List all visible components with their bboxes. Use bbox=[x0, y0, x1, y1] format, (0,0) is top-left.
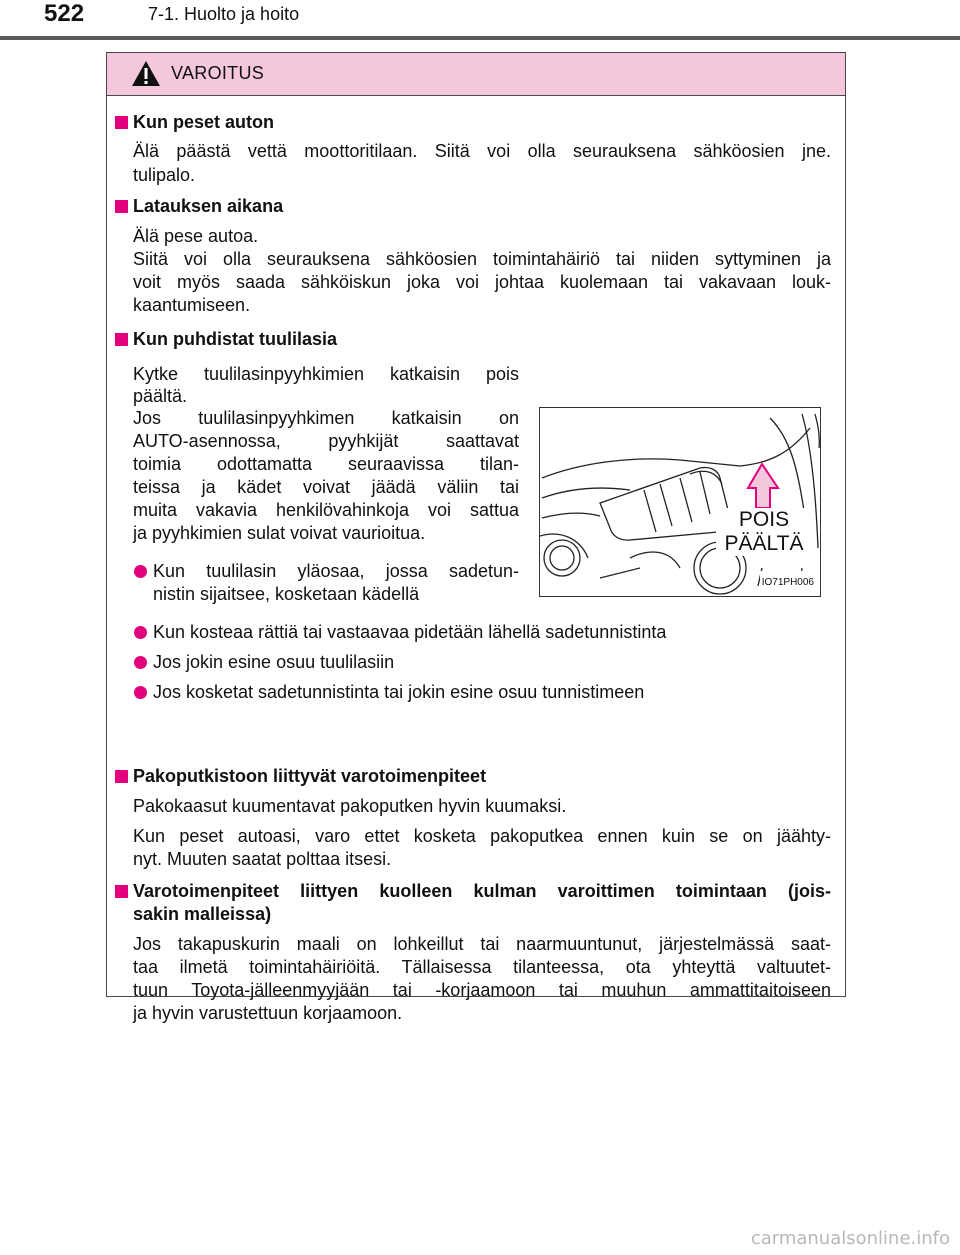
bullet-marker bbox=[134, 565, 147, 578]
wiper-off-label-line: PÄÄLTÄ bbox=[716, 532, 812, 556]
blindspot-text-line: Jos takapuskurin maali on lohkeillut tai naarmuuntunut, järjestelmässä saat- bbox=[133, 934, 831, 954]
section-heading-charging: Latauksen aikana bbox=[133, 196, 284, 216]
windshield-text-line: muita vakavia henkilövahinkoja voi sattua bbox=[133, 500, 519, 520]
warning-header bbox=[107, 53, 845, 96]
section-heading-blindspot: Varotoimenpiteet liittyen kuolleen kulman varoittimen toimintaan (jois- bbox=[133, 881, 831, 901]
windshield-bullet-text: Jos jokin esine osuu tuulilasiin bbox=[153, 652, 395, 672]
page-header bbox=[0, 0, 960, 40]
exhaust-text-line: Kun peset autoasi, varo ettet kosketa pakoputkea ennen kuin se on jäähty- bbox=[133, 826, 831, 846]
warning-box bbox=[106, 52, 846, 1023]
section-heading-exhaust: Pakoputkistoon liittyvät varotoimenpiteet bbox=[133, 766, 487, 786]
blindspot-text-line: ja hyvin varustettuun korjaamoon. bbox=[133, 1003, 403, 1023]
charging-text-line: Siitä voi olla seurauksena sähköosien toimintahäiriö tai niiden syttyminen ja bbox=[133, 249, 831, 269]
bullet-marker bbox=[134, 686, 147, 699]
warning-triangle-icon bbox=[131, 60, 161, 87]
section-marker bbox=[115, 770, 128, 783]
charging-text-line: kaantumiseen. bbox=[133, 295, 251, 315]
section-marker bbox=[115, 333, 128, 346]
windshield-text-line: toimia odottamatta seuraavissa tilan- bbox=[133, 454, 519, 474]
windshield-text-line: ja pyyhkimien sulat voivat vaurioitua. bbox=[133, 523, 426, 543]
section-heading-windshield: Kun puhdistat tuulilasia bbox=[133, 329, 338, 349]
windshield-text-line: Kytke tuulilasinpyyhkimien katkaisin pois bbox=[133, 364, 519, 384]
charging-text-line: voit myös saada sähköiskun joka voi johtaa kuolemaan tai vakavaan louk- bbox=[133, 272, 831, 292]
wiper-off-label-line: POIS bbox=[716, 508, 812, 532]
blindspot-text-line: tuun Toyota-jälleenmyyjään tai -korjaamoon tai muuhun ammattitaitoiseen bbox=[133, 980, 831, 1000]
section-marker bbox=[115, 200, 128, 213]
section-marker bbox=[115, 116, 128, 129]
windshield-bullet-text: Kun tuulilasin yläosaa, jossa sadetun- bbox=[153, 561, 519, 581]
wiper-switch-drawing bbox=[540, 408, 820, 596]
section-marker bbox=[115, 885, 128, 898]
windshield-text-line: Jos tuulilasinpyyhkimen katkaisin on bbox=[133, 408, 519, 428]
wash-text-line: tulipalo. bbox=[133, 165, 196, 185]
windshield-text-line: päältä. bbox=[133, 386, 188, 406]
bullet-marker bbox=[134, 656, 147, 669]
exhaust-text-line: nyt. Muuten saatat polttaa itsesi. bbox=[133, 849, 392, 869]
section-title: 7-1. Huolto ja hoito bbox=[148, 4, 300, 24]
charging-text-line: Älä pese autoa. bbox=[133, 226, 259, 246]
windshield-bullet-text: nistin sijaitsee, kosketaan kädellä bbox=[153, 584, 420, 604]
section-heading-wash: Kun peset auton bbox=[133, 112, 275, 132]
windshield-bullet-text: Kun kosteaa rättiä tai vastaavaa pidetään lähellä sadetunnistinta bbox=[153, 622, 667, 642]
windshield-text-line: AUTO-asennossa, pyyhkijät saattavat bbox=[133, 431, 519, 451]
section-heading-blindspot: sakin malleissa) bbox=[133, 904, 272, 924]
windshield-bullet-text: Jos kosketat sadetunnistinta tai jokin esine osuu tunnistimeen bbox=[153, 682, 645, 702]
page-number: 522 bbox=[44, 0, 85, 27]
exhaust-text-line: Pakokaasut kuumentavat pakoputken hyvin kuumaksi. bbox=[133, 796, 567, 816]
illustration-code: IO71PH006 bbox=[760, 571, 816, 594]
wash-text-line: Älä päästä vettä moottoritilaan. Siitä voi olla seurauksena sähköosien jne. bbox=[133, 141, 831, 161]
blindspot-text-line: taa ilmetä toimintahäiriöitä. Tällaisessa tilanteessa, ota yhteyttä valtuutet- bbox=[133, 957, 831, 977]
bullet-marker bbox=[134, 626, 147, 639]
wiper-switch-illustration bbox=[539, 407, 821, 597]
watermark: carmanualsonline.info bbox=[750, 1228, 950, 1249]
warning-title: VAROITUS bbox=[171, 63, 265, 83]
warning-content bbox=[107, 95, 845, 1023]
header-rule bbox=[0, 36, 960, 40]
windshield-text-line: teissa ja kädet voivat jäädä väliin tai bbox=[133, 477, 519, 497]
